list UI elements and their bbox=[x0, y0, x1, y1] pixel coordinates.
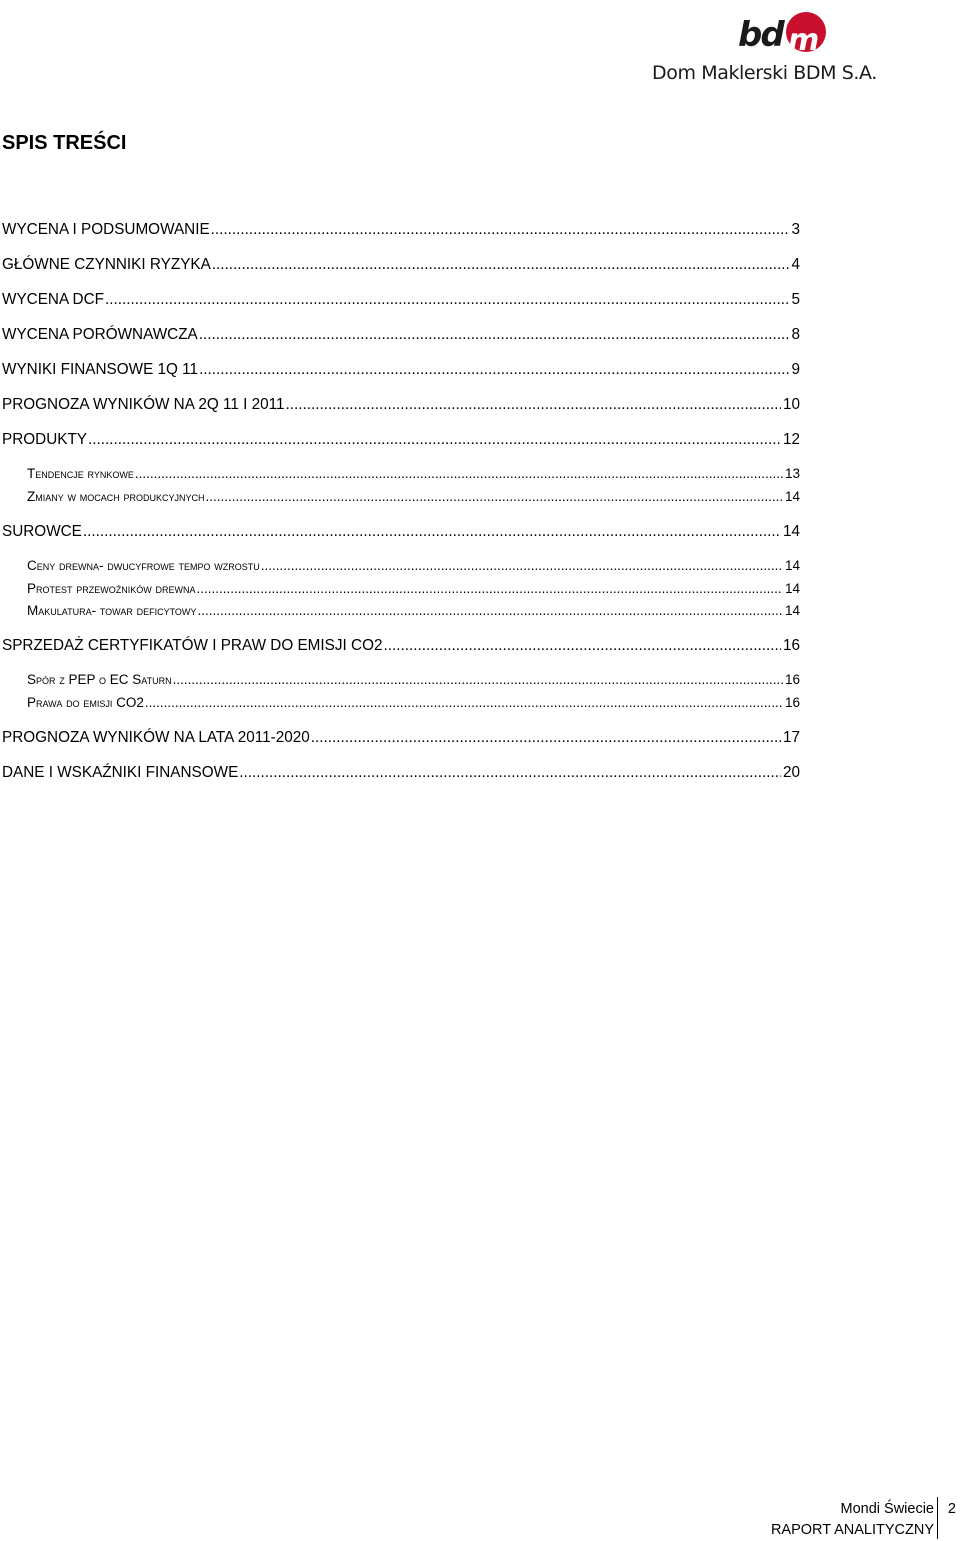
toc-entry[interactable] bbox=[2, 256, 800, 274]
dot-leader bbox=[383, 637, 781, 655]
dot-leader bbox=[145, 695, 783, 710]
toc-entry-page: 13 bbox=[784, 466, 800, 481]
dot-leader bbox=[286, 396, 781, 414]
svg-text:m: m bbox=[788, 23, 819, 58]
logo-company-name: Dom Maklerski BDM S.A. bbox=[652, 62, 877, 84]
toc-entry-title: Ceny drewna- dwucyfrowe tempo wzrostu bbox=[27, 558, 260, 573]
toc-entry-title: SUROWCE bbox=[2, 523, 82, 540]
toc-entry[interactable] bbox=[27, 466, 800, 481]
toc-entry-page: 16 bbox=[782, 637, 800, 654]
toc-entry[interactable] bbox=[2, 637, 800, 655]
toc-entry-title: Protest przewoźników drewna bbox=[27, 581, 196, 596]
toc-entry-title: SPRZEDAŻ CERTYFIKATÓW I PRAW DO EMISJI CO2 bbox=[2, 637, 383, 654]
company-logo bbox=[650, 6, 900, 82]
toc-entry-title: Prawa do emisji CO2 bbox=[27, 695, 144, 710]
toc-entry[interactable] bbox=[2, 291, 800, 309]
toc-entry[interactable] bbox=[2, 396, 800, 414]
footer-divider bbox=[937, 1497, 938, 1539]
footer-info bbox=[771, 1499, 934, 1541]
toc-entry-title: PRODUKTY bbox=[2, 431, 87, 448]
dot-leader bbox=[199, 361, 789, 379]
dot-leader bbox=[239, 764, 781, 782]
toc-entry-page: 14 bbox=[784, 581, 800, 596]
bdm-logo-icon bbox=[736, 6, 836, 58]
footer-report-type: RAPORT ANALITYCZNY bbox=[770, 1522, 934, 1538]
toc-entry[interactable] bbox=[2, 326, 800, 344]
toc-entry-title: PROGNOZA WYNIKÓW NA LATA 2011-2020 bbox=[2, 729, 310, 746]
dot-leader bbox=[211, 221, 790, 239]
toc-entry[interactable] bbox=[27, 695, 800, 710]
toc-entry-page: 10 bbox=[782, 396, 800, 413]
toc-entry-title: WYNIKI FINANSOWE 1Q 11 bbox=[2, 361, 199, 378]
toc-entry-page: 17 bbox=[782, 729, 800, 746]
toc-entry[interactable] bbox=[2, 764, 800, 782]
toc-entry-page: 20 bbox=[782, 764, 800, 781]
toc-entry[interactable] bbox=[27, 603, 800, 618]
toc-entry-page: 3 bbox=[791, 221, 800, 238]
toc-entry[interactable] bbox=[27, 672, 800, 687]
toc-entry-page: 8 bbox=[791, 326, 800, 343]
toc-entry-title: WYCENA PORÓWNAWCZA bbox=[2, 326, 198, 343]
toc-entry[interactable] bbox=[2, 361, 800, 379]
toc-entry-page: 14 bbox=[782, 523, 800, 540]
toc-entry-page: 9 bbox=[791, 361, 800, 378]
toc-entry-page: 12 bbox=[782, 431, 800, 448]
toc-entry[interactable] bbox=[2, 431, 800, 449]
dot-leader bbox=[199, 326, 790, 344]
toc-entry-title: Makulatura- towar deficytowy bbox=[27, 603, 197, 618]
toc-entry[interactable] bbox=[2, 729, 800, 747]
toc-entry[interactable] bbox=[27, 489, 800, 504]
toc-entry-page: 14 bbox=[784, 489, 800, 504]
toc-entry[interactable] bbox=[27, 581, 800, 596]
toc-entry[interactable] bbox=[2, 221, 800, 239]
toc-entry-page: 16 bbox=[784, 695, 800, 710]
toc-entry-page: 14 bbox=[784, 558, 800, 573]
dot-leader bbox=[83, 523, 781, 541]
dot-leader bbox=[212, 256, 790, 274]
toc-entry-title: WYCENA DCF bbox=[2, 291, 104, 308]
dot-leader bbox=[197, 603, 783, 618]
dot-leader bbox=[135, 466, 783, 481]
toc-entry[interactable] bbox=[2, 523, 800, 541]
dot-leader bbox=[173, 672, 783, 687]
dot-leader bbox=[311, 729, 781, 747]
footer-company: Mondi Świecie bbox=[840, 1501, 934, 1517]
toc-entry-page: 4 bbox=[791, 256, 800, 273]
page-number: 2 bbox=[947, 1501, 956, 1517]
toc-title: SPIS TREŚCI bbox=[2, 132, 127, 154]
toc-entry-title: PROGNOZA WYNIKÓW NA 2Q 11 I 2011 bbox=[2, 396, 285, 413]
toc-entry-title: GŁÓWNE CZYNNIKI RYZYKA bbox=[2, 256, 211, 273]
toc-entry[interactable] bbox=[27, 558, 800, 573]
toc-entry-page: 14 bbox=[784, 603, 800, 618]
toc-entry-title: Tendencje rynkowe bbox=[27, 466, 134, 481]
page-footer bbox=[720, 1497, 960, 1539]
svg-text:bd: bd bbox=[738, 15, 783, 55]
dot-leader bbox=[105, 291, 790, 309]
dot-leader bbox=[197, 581, 783, 596]
toc-entry-title: Zmiany w mocach produkcyjnych bbox=[27, 489, 205, 504]
toc-entry-title: Spór z PEP o EC Saturn bbox=[27, 672, 172, 687]
dot-leader bbox=[206, 489, 783, 504]
dot-leader bbox=[88, 431, 781, 449]
toc-entry-page: 16 bbox=[784, 672, 800, 687]
toc-entry-page: 5 bbox=[791, 291, 800, 308]
toc-entry-title: DANE I WSKAŹNIKI FINANSOWE bbox=[2, 764, 239, 781]
dot-leader bbox=[261, 558, 783, 573]
toc-entry-title: WYCENA I PODSUMOWANIE bbox=[2, 221, 210, 238]
